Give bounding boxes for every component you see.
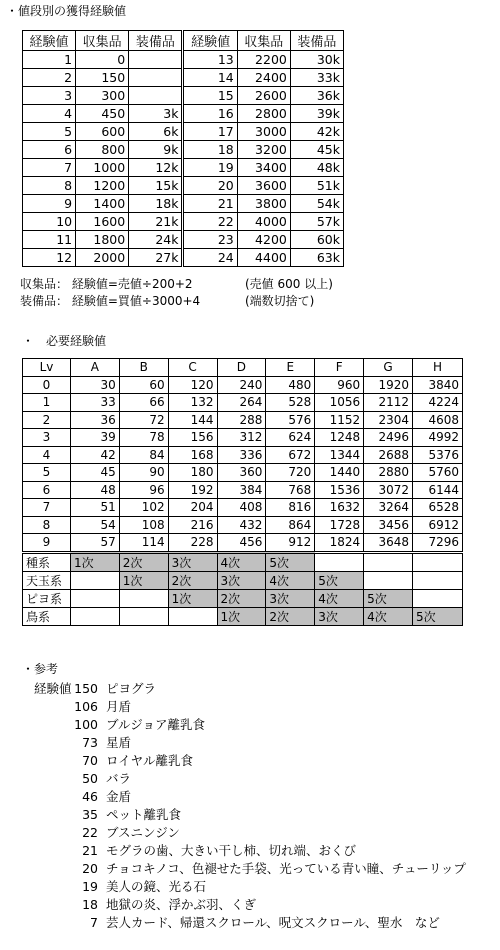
exp-value-cell: 2688 [364,446,413,464]
system-name-cell: 鳥系 [23,607,71,625]
reference-exp-value: 100 [74,717,98,732]
exp-value-cell: 576 [266,411,315,429]
formula-text: 経験値=買値÷3000+4 [71,294,201,308]
exp-value-cell: 72 [119,411,168,429]
exp-value-cell: 1056 [315,394,364,412]
required-exp-table [22,358,463,626]
exp-cell: 19 [183,159,237,177]
header-collectible: 収集品 [237,31,290,51]
reference-exp-value: 106 [74,699,98,714]
exp-cell: 6 [23,141,76,159]
header-rank-g: G [364,359,413,377]
exp-value-cell: 48 [70,481,119,499]
level-cell: 0 [23,376,71,394]
exp-value-cell: 1440 [315,464,364,482]
level-cell: 1 [23,394,71,412]
exp-value-cell: 132 [168,394,217,412]
table-row [23,51,344,69]
formula-text: 経験値=売値÷200+2 [71,277,193,291]
header-rank-d: D [217,359,266,377]
header-equipment: 装備品 [290,31,343,51]
list-item [60,770,466,788]
formula-label: 装備品： [20,294,69,308]
header-exp: 経験値 [183,31,237,51]
list-item [60,788,466,806]
equipment-cell: 30k [290,51,343,69]
exp-value-cell: 90 [119,464,168,482]
table-row [23,159,344,177]
list-item [60,824,466,842]
equipment-cell: 24k [129,231,183,249]
level-cell: 9 [23,534,71,553]
collectible-cell: 1400 [76,195,129,213]
exp-value-cell: 7296 [413,534,463,553]
exp-value-cell: 6144 [413,481,463,499]
evolution-stage-cell: 2次 [266,607,315,625]
list-item [60,842,466,860]
empty-cell [70,589,119,607]
reference-exp-value: 150 [74,681,98,696]
exp-value-cell: 114 [119,534,168,553]
exp-cell: 8 [23,177,76,195]
exp-value-cell: 2880 [364,464,413,482]
level-cell: 5 [23,464,71,482]
equipment-cell: 6k [129,123,183,141]
exp-value-cell: 528 [266,394,315,412]
equipment-cell [129,51,183,69]
exp-value-cell: 3264 [364,499,413,517]
table-row [23,499,463,517]
evolution-stage-cell: 1次 [70,552,119,571]
exp-value-cell: 51 [70,499,119,517]
exp-value-cell: 4608 [413,411,463,429]
table-row [23,87,344,105]
collectible-cell: 4000 [237,213,290,231]
reference-list [60,680,466,932]
header-equipment: 装備品 [129,31,183,51]
empty-cell [168,607,217,625]
exp-value-cell: 144 [168,411,217,429]
reference-item-names: ブスニンジン [106,825,180,840]
reference-exp-value: 22 [82,825,98,840]
exp-cell: 18 [183,141,237,159]
equipment-cell: 51k [290,177,343,195]
header-rank-f: F [315,359,364,377]
collectible-cell: 2600 [237,87,290,105]
exp-value-cell: 360 [217,464,266,482]
header-collectible: 収集品 [76,31,129,51]
header-rank-b: B [119,359,168,377]
exp-value-cell: 432 [217,516,266,534]
exp-value-cell: 30 [70,376,119,394]
list-item [60,752,466,770]
evolution-stage-cell: 5次 [315,571,364,589]
empty-cell [119,589,168,607]
exp-value-cell: 720 [266,464,315,482]
exp-cell: 22 [183,213,237,231]
exp-cell: 2 [23,69,76,87]
exp-value-cell: 57 [70,534,119,553]
reference-exp-label: 経験値 [34,681,72,696]
table-row [23,534,463,553]
collectible-cell: 1000 [76,159,129,177]
equipment-cell: 9k [129,141,183,159]
collectible-cell: 4200 [237,231,290,249]
exp-value-cell: 4992 [413,429,463,447]
section-title-reference: ・参考 [22,662,59,676]
exp-value-cell: 192 [168,481,217,499]
exp-value-cell: 45 [70,464,119,482]
table-row [23,105,344,123]
exp-value-cell: 42 [70,446,119,464]
reference-item-names: モグラの歯、大きい干し柿、切れ端、おくび [106,843,357,858]
system-row [23,589,463,607]
formula-note: (売値 600 以上) [245,277,333,291]
exp-cell: 13 [183,51,237,69]
reference-item-names: 月盾 [106,699,132,714]
empty-cell [413,552,463,571]
table-row [23,376,463,394]
reference-exp-value: 21 [82,843,98,858]
evolution-stage-cell: 4次 [217,552,266,571]
empty-cell [315,552,364,571]
system-row [23,552,463,571]
table-row [23,249,344,267]
evolution-stage-cell: 4次 [315,589,364,607]
exp-value-cell: 408 [217,499,266,517]
evolution-stage-cell: 3次 [315,607,364,625]
equipment-cell: 3k [129,105,183,123]
list-item [60,734,466,752]
collectible-cell: 450 [76,105,129,123]
level-cell: 4 [23,446,71,464]
list-item [60,680,466,698]
exp-value-cell: 1536 [315,481,364,499]
exp-value-cell: 54 [70,516,119,534]
list-item [60,716,466,734]
reference-item-names: ブルジョア離乳食 [106,717,205,732]
evolution-stage-cell: 4次 [364,607,413,625]
reference-exp-value: 7 [90,915,98,930]
reference-item-names: 金盾 [106,789,132,804]
list-item [60,878,466,896]
exp-value-cell: 78 [119,429,168,447]
exp-cell: 11 [23,231,76,249]
collectible-cell: 2800 [237,105,290,123]
equipment-cell: 15k [129,177,183,195]
equipment-cell [129,87,183,105]
evolution-stage-cell: 1次 [119,571,168,589]
exp-value-cell: 36 [70,411,119,429]
equipment-cell: 54k [290,195,343,213]
header-rank-e: E [266,359,315,377]
collectible-cell: 4400 [237,249,290,267]
exp-value-cell: 39 [70,429,119,447]
table-row [23,411,463,429]
exp-value-cell: 6912 [413,516,463,534]
equipment-cell: 45k [290,141,343,159]
collectible-cell: 0 [76,51,129,69]
exp-cell: 23 [183,231,237,249]
reference-item-names: 美人の鏡、光る石 [106,879,207,894]
reference-item-names: 芸人カード、帰還スクロール、呪文スクロール、聖水 など [106,915,440,930]
table-row [23,69,344,87]
equipment-cell [129,69,183,87]
reference-item-names: ピヨグラ [106,681,157,696]
exp-cell: 20 [183,177,237,195]
evolution-stage-cell: 3次 [168,552,217,571]
exp-value-cell: 1824 [315,534,364,553]
level-cell: 7 [23,499,71,517]
exp-cell: 3 [23,87,76,105]
system-name-cell: 天玉系 [23,571,71,589]
evolution-stage-cell: 5次 [364,589,413,607]
header-rank-c: C [168,359,217,377]
empty-cell [364,571,413,589]
table-row [23,123,344,141]
collectible-cell: 2400 [237,69,290,87]
reference-exp-value: 70 [82,753,98,768]
collectible-cell: 3600 [237,177,290,195]
level-cell: 6 [23,481,71,499]
collectible-cell: 1200 [76,177,129,195]
exp-value-cell: 1920 [364,376,413,394]
exp-value-cell: 312 [217,429,266,447]
system-name-cell: 種系 [23,552,71,571]
reference-item-names: ロイヤル離乳食 [106,753,194,768]
reference-item-names: チョコキノコ、色褪せた手袋、光っている青い瞳、チューリップ [106,861,466,876]
exp-value-cell: 216 [168,516,217,534]
exp-value-cell: 1728 [315,516,364,534]
equipment-cell: 48k [290,159,343,177]
exp-value-cell: 480 [266,376,315,394]
equipment-cell: 12k [129,159,183,177]
exp-value-cell: 1152 [315,411,364,429]
exp-value-cell: 1632 [315,499,364,517]
collectible-cell: 3800 [237,195,290,213]
evolution-stage-cell: 5次 [266,552,315,571]
exp-cell: 9 [23,195,76,213]
evolution-stage-cell: 4次 [266,571,315,589]
list-item [60,698,466,716]
exp-cell: 1 [23,51,76,69]
collectible-cell: 600 [76,123,129,141]
table-row [23,231,344,249]
exp-cell: 10 [23,213,76,231]
system-name-cell: ピヨ系 [23,589,71,607]
reference-exp-value: 73 [82,735,98,750]
exp-value-cell: 456 [217,534,266,553]
equipment-cell: 27k [129,249,183,267]
exp-value-cell: 60 [119,376,168,394]
formula-equipment [20,293,200,309]
formula-label: 収集品： [20,277,69,291]
section-title-required-exp: ・ 必要経験値 [22,334,107,348]
table-row [23,177,344,195]
exp-cell: 4 [23,105,76,123]
evolution-stage-cell: 1次 [217,607,266,625]
exp-value-cell: 4224 [413,394,463,412]
exp-value-cell: 66 [119,394,168,412]
exp-value-cell: 84 [119,446,168,464]
exp-value-cell: 3456 [364,516,413,534]
header-rank-a: A [70,359,119,377]
exp-cell: 17 [183,123,237,141]
reference-item-names: 星盾 [106,735,132,750]
table-row [23,446,463,464]
reference-item-names: ペット離乳食 [106,807,182,822]
exp-value-cell: 108 [119,516,168,534]
exp-value-cell: 5760 [413,464,463,482]
evolution-stage-cell: 2次 [119,552,168,571]
exp-value-cell: 2112 [364,394,413,412]
list-item [60,914,466,932]
header-rank-h: H [413,359,463,377]
table-row [23,394,463,412]
empty-cell [413,589,463,607]
empty-cell [119,607,168,625]
exp-value-cell: 1344 [315,446,364,464]
exp-value-cell: 672 [266,446,315,464]
exp-value-cell: 204 [168,499,217,517]
evolution-stage-cell: 3次 [217,571,266,589]
table-row [23,213,344,231]
exp-value-cell: 228 [168,534,217,553]
list-item [60,806,466,824]
table-header-row [23,31,344,51]
evolution-stage-cell: 1次 [168,589,217,607]
collectible-cell: 3200 [237,141,290,159]
exp-value-cell: 240 [217,376,266,394]
exp-value-cell: 1248 [315,429,364,447]
equipment-cell: 33k [290,69,343,87]
reference-exp-value: 50 [82,771,98,786]
exp-cell: 5 [23,123,76,141]
exp-value-cell: 768 [266,481,315,499]
exp-cell: 24 [183,249,237,267]
exp-cell: 12 [23,249,76,267]
exp-value-cell: 96 [119,481,168,499]
table-row [23,429,463,447]
table-row [23,464,463,482]
list-item [60,860,466,878]
evolution-stage-cell: 5次 [413,607,463,625]
equipment-cell: 57k [290,213,343,231]
header-exp: 経験値 [23,31,76,51]
collectible-cell: 3000 [237,123,290,141]
collectible-cell: 1600 [76,213,129,231]
equipment-cell: 18k [129,195,183,213]
collectible-cell: 150 [76,69,129,87]
reference-exp-value: 46 [82,789,98,804]
exp-value-cell: 5376 [413,446,463,464]
exp-by-price-table [22,30,344,267]
empty-cell [70,607,119,625]
exp-value-cell: 3840 [413,376,463,394]
exp-value-cell: 2496 [364,429,413,447]
equipment-cell: 63k [290,249,343,267]
collectible-cell: 2200 [237,51,290,69]
exp-value-cell: 3648 [364,534,413,553]
empty-cell [413,571,463,589]
reference-exp-value: 18 [82,897,98,912]
table-row [23,516,463,534]
exp-value-cell: 102 [119,499,168,517]
equipment-cell: 42k [290,123,343,141]
level-cell: 3 [23,429,71,447]
exp-value-cell: 6528 [413,499,463,517]
table-row [23,141,344,159]
collectible-cell: 800 [76,141,129,159]
reference-exp-value: 19 [82,879,98,894]
section-title-exp-by-price: ・値段別の獲得経験値 [6,4,127,18]
header-lv: Lv [23,359,71,377]
collectible-cell: 300 [76,87,129,105]
exp-cell: 14 [183,69,237,87]
exp-value-cell: 156 [168,429,217,447]
exp-value-cell: 288 [217,411,266,429]
evolution-stage-cell: 3次 [266,589,315,607]
table-row [23,195,344,213]
evolution-stage-cell: 2次 [217,589,266,607]
exp-value-cell: 2304 [364,411,413,429]
exp-value-cell: 912 [266,534,315,553]
exp-cell: 7 [23,159,76,177]
collectible-cell: 2000 [76,249,129,267]
level-cell: 8 [23,516,71,534]
exp-value-cell: 120 [168,376,217,394]
reference-item-names: 地獄の炎、浮かぶ羽、くぎ [106,897,257,912]
exp-value-cell: 864 [266,516,315,534]
collectible-cell: 1800 [76,231,129,249]
collectible-cell: 3400 [237,159,290,177]
equipment-cell: 36k [290,87,343,105]
table-row [23,481,463,499]
exp-value-cell: 180 [168,464,217,482]
reference-exp-value: 35 [82,807,98,822]
system-row [23,607,463,625]
exp-cell: 15 [183,87,237,105]
exp-value-cell: 264 [217,394,266,412]
formula-note: (端数切捨て) [245,294,315,308]
equipment-cell: 39k [290,105,343,123]
exp-value-cell: 960 [315,376,364,394]
exp-value-cell: 3072 [364,481,413,499]
empty-cell [364,552,413,571]
reference-exp-value: 20 [82,861,98,876]
table-header-row [23,359,463,377]
exp-cell: 21 [183,195,237,213]
list-item [60,896,466,914]
exp-value-cell: 384 [217,481,266,499]
level-cell: 2 [23,411,71,429]
exp-value-cell: 33 [70,394,119,412]
reference-item-names: バラ [106,771,132,786]
exp-value-cell: 336 [217,446,266,464]
system-row [23,571,463,589]
exp-cell: 16 [183,105,237,123]
exp-value-cell: 816 [266,499,315,517]
exp-value-cell: 624 [266,429,315,447]
exp-value-cell: 168 [168,446,217,464]
formula-collectible [20,276,193,292]
equipment-cell: 21k [129,213,183,231]
empty-cell [70,571,119,589]
equipment-cell: 60k [290,231,343,249]
evolution-stage-cell: 2次 [168,571,217,589]
